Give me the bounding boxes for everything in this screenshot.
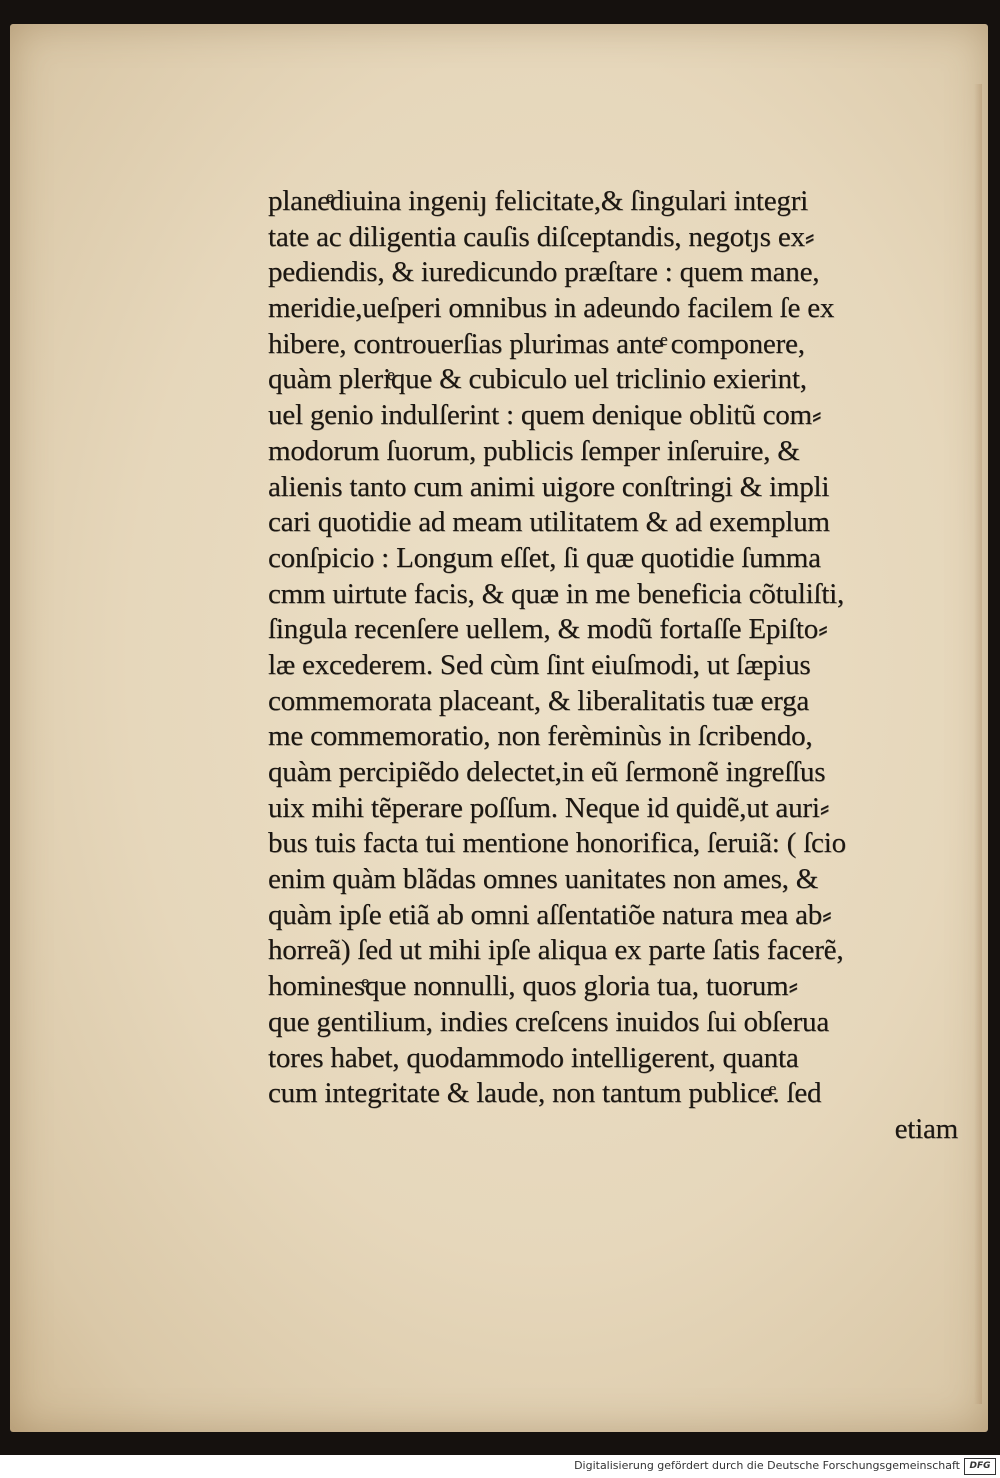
text-line: cum integritate & laude, non tantum publiceͤ. ſed (268, 1077, 822, 1110)
book-page (10, 24, 988, 1432)
text-line: tores habet, quodammodo intelligerent, quanta (268, 1041, 799, 1074)
text-line: commemorata placeant, & liberalitatis tuæ erga (268, 684, 810, 717)
text-line: meridie,ueſperi omnibus in adeundo facilem ſe ex (268, 292, 835, 325)
text-line: me commemoratio, non ferèminùs in ſcribendo, (268, 720, 813, 753)
text-line: cmm uirtute facis, & quæ in me beneficia cõtuliſti, (268, 577, 845, 610)
text-line: uix mihi tẽperare poſſum. Neque id quidẽ,ut auri⸗ (268, 791, 830, 824)
text-line: ſingula recenſere uellem, & modũ fortaſſe Epiſto⸗ (268, 613, 828, 646)
text-line: tate ac diligentia cauſis diſceptandis, negotȷs ex⸗ (268, 220, 815, 253)
text-line: modorum ſuorum, publicis ſemper inſeruire, & (268, 434, 800, 467)
text-line: quàm percipiẽdo delectet,in eũ ſermonẽ ingreſſus (268, 756, 826, 788)
text-line: hibere, controuerſias plurimas anteͤ componere, (268, 327, 805, 360)
text-line: enim quàm blãdas omnes uanitates non ames, & (268, 863, 819, 896)
digitization-credit: Digitalisierung gefördert durch die Deutsche Forschungsgemeinschaft (574, 1459, 960, 1472)
text-line: conſpicio : Longum eſſet, ſi quæ quotidie ſumma (268, 541, 821, 574)
text-line: pediendis, & iuredicundo præſtare : quem mane, (268, 256, 820, 289)
catchword: etiam (894, 1112, 958, 1145)
footer-bar (0, 1455, 1000, 1478)
text-line: quàm pleriͤque & cubiculo uel triclinio exierint, (268, 363, 807, 396)
page-edge (974, 84, 982, 1404)
text-line: cari quotidie ad meam utilitatem & ad exemplum (268, 506, 830, 539)
text-line: que gentilium, indies creſcens inuidos ſui obſerua (268, 1005, 830, 1038)
text-line: alienis tanto cum animi uigore conſtringi & impli (268, 470, 830, 503)
dfg-logo: DFG (964, 1458, 996, 1475)
text-line: hominesͤque nonnulli, quos gloria tua, tuorum⸗ (268, 970, 798, 1003)
text-line: uel genio indulſerint : quem denique oblitũ com⸗ (268, 399, 822, 432)
text-line: læ excederem. Sed cùm ſint eiuſmodi, ut ſæpius (268, 648, 811, 681)
text-block (268, 184, 968, 1148)
text-line: horreã) ſed ut mihi ipſe aliqua ex parte ſatis facerẽ, (268, 934, 844, 967)
text-line: planeͤdiuina ingeniȷ felicitate,& ſingulari integri (268, 185, 809, 217)
text-line: quàm ipſe etiã ab omni aſſentatiõe natura mea ab⸗ (268, 898, 832, 931)
text-line: bus tuis facta tui mentione honorifica, ſeruiã: ( ſcio (268, 827, 846, 860)
